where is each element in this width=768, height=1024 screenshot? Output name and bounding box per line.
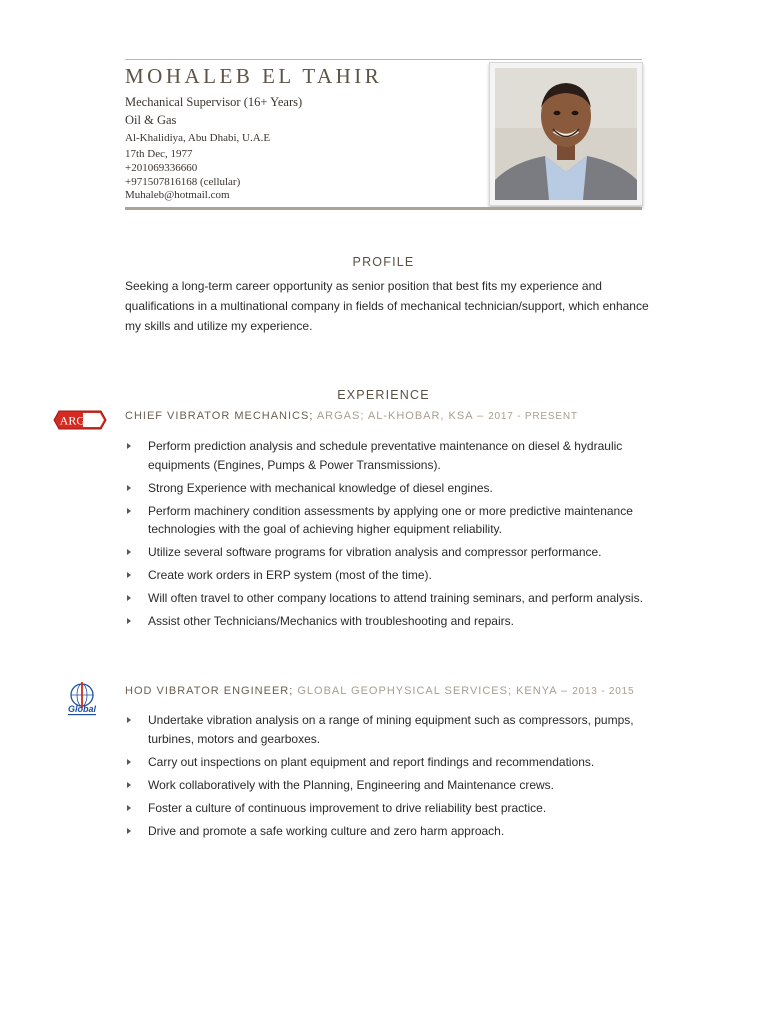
- header-top-rule: [125, 59, 642, 60]
- profile-text: Seeking a long-term career opportunity as senior position that best fits my experience and qualifications in a multinational company in fields of mechanical technician/support, which enhance my skills and utilize my experience.: [125, 279, 649, 333]
- bullet-icon: [127, 717, 131, 723]
- list-item: Carry out inspections on plant equipment and report findings and recommendations.: [125, 753, 650, 772]
- job-1-organization: ARGAS; AL-KHOBAR, KSA –: [316, 410, 485, 422]
- job-1-dates: 2017 - PRESENT: [488, 411, 578, 422]
- profile-heading: PROFILE: [352, 255, 415, 269]
- bullet-icon: [127, 595, 131, 601]
- bullet-icon: [127, 618, 131, 624]
- job-2-duties: [125, 711, 650, 845]
- job-2-heading: [125, 685, 634, 697]
- candidate-name: MOHALEB EL TAHIR: [125, 64, 383, 88]
- list-item: Perform prediction analysis and schedule preventative maintenance on diesel & hydraulic equipments (Engines, Pumps & Power Transmissions).: [125, 437, 650, 474]
- global-logo-text: Global: [67, 704, 97, 714]
- bullet-icon: [127, 572, 131, 578]
- global-logo: [63, 682, 101, 718]
- list-item: Undertake vibration analysis on a range of mining equipment such as compressors, pumps, turbines, motors and gearboxes.: [125, 711, 650, 748]
- list-item: Work collaboratively with the Planning, Engineering and Maintenance crews.: [125, 776, 650, 795]
- job-1-duties: [125, 437, 650, 635]
- list-item: Drive and promote a safe working culture and zero harm approach.: [125, 822, 650, 841]
- header-bottom-rule: [125, 207, 642, 210]
- list-item: Foster a culture of continuous improvement to drive reliability best practice.: [125, 799, 650, 818]
- bullet-icon: [127, 549, 131, 555]
- experience-heading: EXPERIENCE: [337, 388, 430, 402]
- header-phone-2: +971507816168 (cellular): [125, 176, 241, 188]
- argas-logo-text: ARGAS: [59, 413, 101, 428]
- list-item: Create work orders in ERP system (most of the time).: [125, 566, 650, 585]
- profile-photo-image: [495, 68, 637, 200]
- header-location: Al-Khalidiya, Abu Dhabi, U.A.E: [125, 132, 271, 144]
- bullet-icon: [127, 828, 131, 834]
- job-2-title: HOD VIBRATOR ENGINEER;: [125, 685, 294, 697]
- job-2-dates: 2013 - 2015: [572, 686, 635, 697]
- list-item: Perform machinery condition assessments by applying one or more predictive maintenance technologies with the goal of achieving higher equipment reliability.: [125, 502, 650, 539]
- argas-logo: [53, 410, 107, 430]
- job-2-organization: GLOBAL GEOPHYSICAL SERVICES; KENYA –: [297, 685, 569, 697]
- header-position: Mechanical Supervisor (16+ Years): [125, 95, 303, 109]
- header-phone-1: +201069336660: [125, 162, 198, 174]
- profile-photo: [489, 62, 643, 206]
- bullet-icon: [127, 485, 131, 491]
- job-1-title: CHIEF VIBRATOR MECHANICS;: [125, 410, 314, 422]
- header-birth-date: 17th Dec, 1977: [125, 148, 193, 160]
- bullet-icon: [127, 508, 131, 514]
- list-item: Will often travel to other company locations to attend training seminars, and perform analysis.: [125, 589, 650, 608]
- bullet-icon: [127, 443, 131, 449]
- list-item: Strong Experience with mechanical knowledge of diesel engines.: [125, 479, 650, 498]
- list-item: Assist other Technicians/Mechanics with troubleshooting and repairs.: [125, 612, 650, 631]
- job-1-heading: [125, 410, 578, 422]
- bullet-icon: [127, 782, 131, 788]
- header-email: Muhaleb@hotmail.com: [125, 189, 230, 201]
- list-item: Utilize several software programs for vibration analysis and compressor performance.: [125, 543, 650, 562]
- header-industry: Oil & Gas: [125, 113, 177, 127]
- bullet-icon: [127, 805, 131, 811]
- bullet-icon: [127, 759, 131, 765]
